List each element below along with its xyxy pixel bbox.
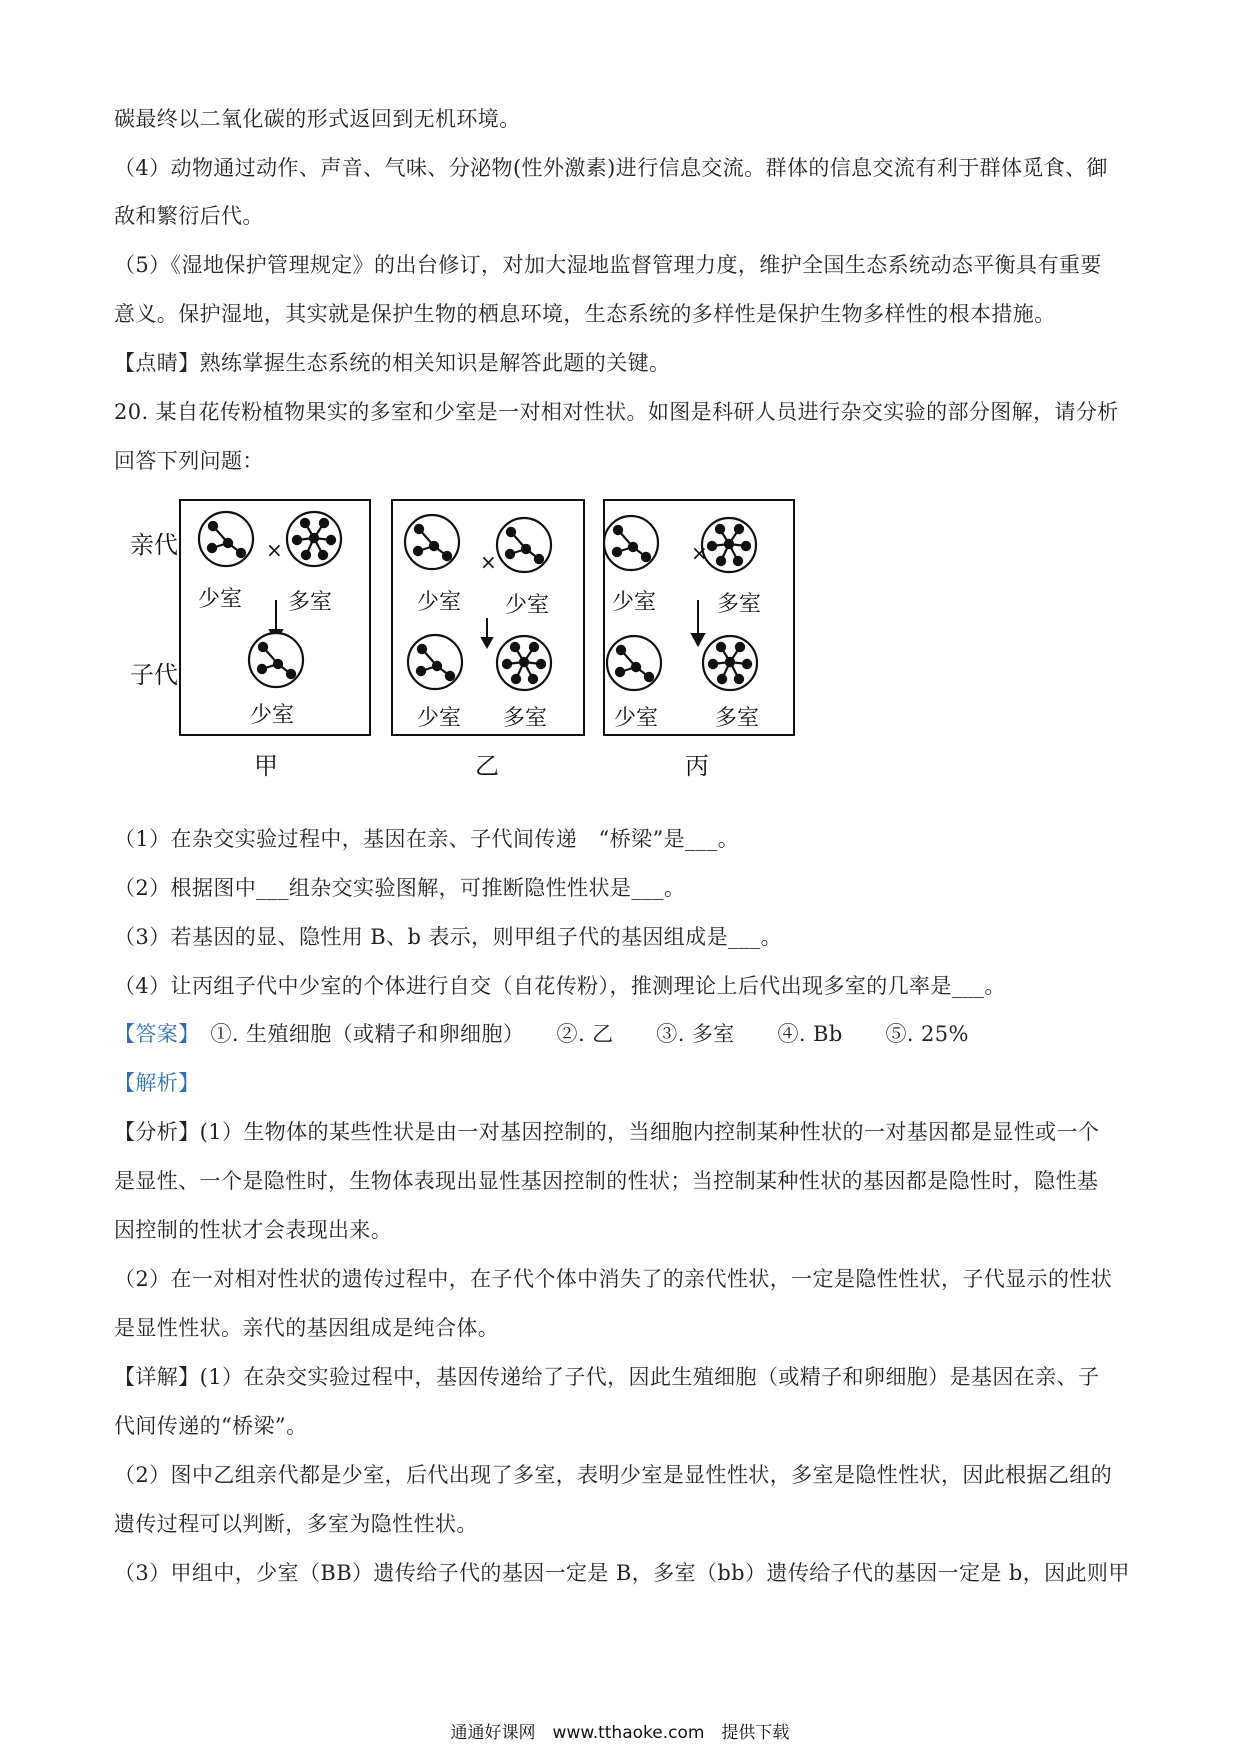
caption-bing: 丙 xyxy=(685,752,709,780)
question-3: （3）若基因的显、隐性用 B、b 表示，则甲组子代的基因组成是___。 xyxy=(114,925,783,949)
fruit-multi-chambered xyxy=(703,636,757,690)
fruit-few-chambered xyxy=(408,635,462,689)
question-1: （1）在杂交实验过程中，基因在亲、子代间传递 “桥梁”是___。 xyxy=(114,827,740,851)
jia-parent1-label: 少室 xyxy=(198,587,243,612)
text-line-3: 敌和繁衍后代。 xyxy=(114,204,264,228)
fruit-few-chambered xyxy=(604,516,658,570)
row-label-offspring: 子代 xyxy=(130,661,178,689)
cross-symbol-jia: × xyxy=(266,538,283,562)
analysis-line-5: 是显性性状。亲代的基因组成是纯合体。 xyxy=(114,1316,500,1340)
question-20-stem-cont: 回答下列问题： xyxy=(114,449,264,473)
answer-text: ①. 生殖细胞（或精子和卵细胞） ②. 乙 ③. 多室 ④. Bb ⑤. 25% xyxy=(189,1022,969,1046)
fruit-few-chambered xyxy=(405,515,459,569)
detail-line-1: 【详解】(1）在杂交实验过程中，基因传递给了子代，因此生殖细胞（或精子和卵细胞）是基因在亲、子 xyxy=(114,1365,1100,1389)
jia-child1-label: 少室 xyxy=(250,703,295,728)
question-4: （4）让丙组子代中少室的个体进行自交（自花传粉），推测理论上后代出现多室的几率是___。 xyxy=(114,974,1006,998)
jia-parent2-label: 多室 xyxy=(288,590,333,615)
yi-child2-label: 多室 xyxy=(503,706,548,731)
bing-parent2-label: 多室 xyxy=(717,592,762,617)
page-footer: 通通好课网 www.tthaoke.com 提供下载 xyxy=(450,1723,790,1743)
bing-child2-label: 多室 xyxy=(715,706,760,731)
yi-parent2-label: 少室 xyxy=(505,593,550,618)
caption-yi: 乙 xyxy=(475,752,499,780)
text-line-5: 意义。保护湿地，其实就是保护生物的栖息环境，生态系统的多样性是保护生物多样性的根本措施。 xyxy=(114,302,1056,326)
text-line-2: （4）动物通过动作、声音、气味、分泌物(性外激素)进行信息交流。群体的信息交流有利于群体觅食、御 xyxy=(114,156,1108,180)
cross-symbol-bing: × xyxy=(691,541,708,565)
fruit-multi-chambered xyxy=(497,636,551,690)
detail-line-4: 遗传过程可以判断，多室为隐性性状。 xyxy=(114,1512,478,1536)
cross-symbol-yi: × xyxy=(480,550,497,574)
cross-diagram-graphics xyxy=(0,0,1240,800)
key-point: 【点睛】熟练掌握生态系统的相关知识是解答此题的关键。 xyxy=(114,351,671,375)
detail-line-3: （2）图中乙组亲代都是少室，后代出现了多室，表明少室是显性性状，多室是隐性性状，因此根据乙组的 xyxy=(114,1463,1113,1487)
fruit-few-chambered xyxy=(249,633,303,687)
row-label-parent: 亲代 xyxy=(130,531,178,559)
detail-line-2: 代间传递的“桥梁”。 xyxy=(114,1414,308,1438)
fruit-few-chambered xyxy=(497,518,551,572)
bing-parent1-label: 少室 xyxy=(612,590,657,615)
analysis-label: 【解析】 xyxy=(114,1071,200,1095)
caption-jia: 甲 xyxy=(254,752,278,780)
analysis-line-1: 【分析】(1）生物体的某些性状是由一对基因控制的，当细胞内控制某种性状的一对基因都是显性或一个 xyxy=(114,1120,1100,1144)
analysis-line-2: 是显性、一个是隐性时，生物体表现出显性基因控制的性状；当控制某种性状的基因都是隐性时，隐性基 xyxy=(114,1169,1099,1193)
yi-parent1-label: 少室 xyxy=(417,590,462,615)
question-2: （2）根据图中___组杂交实验图解，可推断隐性性状是___。 xyxy=(114,876,686,900)
fruit-few-chambered xyxy=(199,512,253,566)
fruit-multi-chambered xyxy=(702,518,756,572)
fruit-multi-chambered xyxy=(287,512,341,566)
fruit-few-chambered xyxy=(607,636,661,690)
yi-child1-label: 少室 xyxy=(417,706,462,731)
text-line-1: 碳最终以二氧化碳的形式返回到无机环境。 xyxy=(114,107,521,131)
question-20-stem: 20. 某自花传粉植物果实的多室和少室是一对相对性状。如图是科研人员进行杂交实验的部分图解，请分析 xyxy=(114,400,1119,424)
bing-child1-label: 少室 xyxy=(614,706,659,731)
analysis-line-3: 因控制的性状才会表现出来。 xyxy=(114,1218,393,1242)
text-line-4: （5）《湿地保护管理规定》的出台修订，对加大湿地监督管理力度，维护全国生态系统动态平衡具有重要 xyxy=(114,253,1102,277)
analysis-line-4: （2）在一对相对性状的遗传过程中，在子代个体中消失了的亲代性状，一定是隐性性状，子代显示的性状 xyxy=(114,1267,1113,1291)
detail-line-5: （3）甲组中，少室（BB）遗传给子代的基因一定是 B，多室（bb）遗传给子代的基因一定是 b，因此则甲 xyxy=(114,1561,1130,1585)
answer-line xyxy=(114,1019,969,1049)
answer-label: 【答案】 xyxy=(114,1022,190,1046)
